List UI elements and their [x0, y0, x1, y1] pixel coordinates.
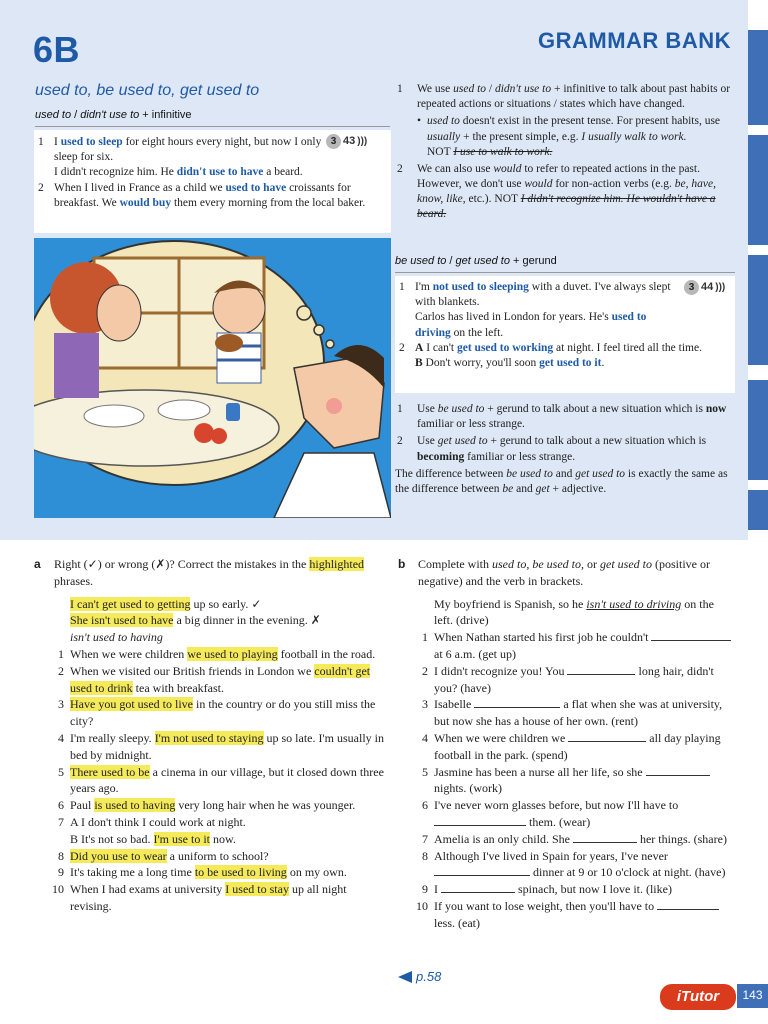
example-item: 2 A I can't get used to working at night. I feel tired all the time. B Don't worry, you'll soon get used to it.	[399, 341, 702, 369]
exercise-item: 9 It's taking me a long time to be used to living on my own.	[58, 865, 347, 880]
sound-waves-icon: )))	[357, 135, 368, 147]
answer-blank[interactable]	[434, 865, 530, 876]
cartoon-illustration	[34, 238, 391, 518]
highlighted-phrase[interactable]: Have you got used to live	[70, 697, 193, 712]
exercise-item: 8 Did you use to wear a uniform to school?	[58, 848, 269, 863]
edge-tab	[748, 380, 768, 480]
exercise-item: 5 Jasmine has been a nurse all her life, so she nights. (work)	[398, 764, 735, 798]
answer-blank[interactable]	[434, 815, 526, 826]
exercise-b-items	[398, 629, 735, 931]
rule-item: 1 Use be used to + gerund to talk about a new situation which is now familiar or less strange.	[397, 403, 727, 431]
back-arrow-icon	[398, 971, 412, 983]
exercise-item: 10 If you want to lose weight, then you'll have to less. (eat)	[398, 898, 735, 932]
example-item: 1 I used to sleep for eight hours every night, but now I only sleep for six. I didn't recognize him. He didn't use to have a beard.	[38, 136, 322, 179]
answer-blank[interactable]	[651, 630, 731, 641]
highlighted-phrase[interactable]: I used to stay	[225, 882, 289, 897]
exercise-instructions: a Right (✓) or wrong (✗)? Correct the mistakes in the highlighted phrases.	[34, 557, 365, 588]
section-title: used to, be used to, get used to	[35, 82, 260, 99]
exercise-item: 2 When we visited our British friends in London we couldn't get used to drink tea with breakfast.	[58, 663, 371, 695]
example-sentence: She isn't used to have a big dinner in the evening. ✗ isn't used to having	[70, 613, 321, 645]
edge-tab	[748, 30, 768, 125]
exercise-b	[398, 556, 735, 932]
exercise-item: 7 Amelia is an only child. She her things. (share)	[422, 831, 727, 846]
answer-blank[interactable]	[646, 765, 710, 776]
edge-tab	[748, 490, 768, 530]
answer-blank[interactable]	[573, 832, 637, 843]
audio-track-43[interactable]: 3 43 )))	[326, 134, 367, 149]
audio-disc-icon: 3	[326, 134, 341, 149]
rule-summary: The difference between be used to and get used to is exactly the same as the difference between be and get + adjective.	[395, 467, 728, 495]
rule-bullet: • used to doesn't exist in the present tense. For present habits, use usually + the present simple, e.g. I usually walk to work. NOT I use to walk to work.	[395, 114, 735, 160]
subheading-be-used-to: be used to / get used to + gerund	[395, 254, 735, 273]
page-reference-link[interactable]: p.58	[398, 968, 441, 985]
exercise-item: 2 I didn't recognize you! You long hair, didn't you? (have)	[422, 663, 714, 695]
audio-track-44[interactable]: 3 44 )))	[684, 280, 725, 295]
answer-blank[interactable]	[567, 664, 635, 675]
exercise-item: 4 I'm really sleepy. I'm not used to staying up so late. I'm usually in bed by midnight.	[58, 730, 384, 762]
highlighted-phrase[interactable]: is used to having	[94, 798, 176, 813]
exercise-item: 1 When Nathan started his first job he couldn't at 6 a.m. (get up)	[398, 629, 735, 663]
exercise-item: 4 When we were children we all day playing football in the park. (spend)	[422, 730, 721, 762]
exercise-item: 10 When I had exams at university I used to stay up all night revising.	[52, 882, 347, 913]
exercise-a	[34, 556, 386, 915]
edge-tab	[748, 255, 768, 365]
lesson-code: 6B	[33, 29, 81, 70]
itutor-logo[interactable]: iTutor	[660, 984, 736, 1010]
rules-used-to	[395, 82, 735, 225]
example-item: 1 I'm not used to sleeping with a duvet. I've always slept with blankets. Carlos has lived in London for years. He's used to driving on the left.	[399, 281, 671, 339]
highlighted-phrase[interactable]: Did you use to wear	[70, 848, 167, 863]
exercise-item: 6 Paul is used to having very long hair when he was younger.	[58, 798, 356, 813]
highlighted-phrase[interactable]: to be used to living	[194, 865, 287, 880]
rule-item: 1 We use used to / didn't use to + infinitive to talk about past habits or repeated actions or situations / states which have changed.	[397, 83, 731, 111]
exercise-item: 7 A I don't think I could work at night.	[58, 814, 246, 829]
exercise-item: 8 Although I've lived in Spain for years, I've never dinner at 9 or 10 o'clock at night. (have)	[422, 848, 726, 880]
answer-blank[interactable]	[568, 731, 646, 742]
exercise-item: 3 Isabelle a flat when she was at university, but now she has a house of her own. (rent)	[422, 697, 723, 729]
highlighted-phrase[interactable]: I'm not used to staying	[154, 730, 264, 745]
answer-blank[interactable]	[441, 882, 515, 893]
exercise-item: 6 I've never worn glasses before, but now I'll have to them. (wear)	[422, 798, 679, 829]
exercise-a-items	[34, 646, 386, 915]
exercise-item: B It's not so bad. I'm use to it now.	[70, 831, 236, 846]
audio-disc-icon: 3	[684, 280, 699, 295]
rule-item: 2 We can also use would to refer to repeated actions in the past. However, we don't use would for non-action verbs (e.g. be, have, know, like, etc.). NOT I didn't recognize him. He wouldn't have a beard.	[397, 162, 716, 221]
exercise-item: 1 When we were children we used to playing football in the road.	[58, 646, 376, 661]
exercise-instructions: b Complete with used to, be used to, or get used to (positive or negative) and the verb in brackets.	[398, 557, 710, 588]
highlighted-phrase[interactable]: we used to playing	[187, 646, 278, 661]
grammar-bank-heading: GRAMMAR BANK	[538, 28, 731, 53]
exercise-item: 3 Have you got used to live in the country or do you still miss the city?	[58, 697, 376, 729]
answer-blank[interactable]	[657, 899, 719, 910]
exercise-item: 9 I spinach, but now I love it. (like)	[422, 882, 672, 897]
highlighted-phrase[interactable]: There used to be	[70, 764, 150, 779]
edge-tabs	[748, 0, 768, 1024]
highlighted-phrase[interactable]: I'm use to it	[153, 831, 210, 846]
rules-be-used-to	[395, 402, 735, 499]
divider	[0, 540, 748, 544]
subheading-used-to: used to / didn't use to + infinitive	[35, 108, 390, 127]
example-item: 2 When I lived in France as a child we used to have croissants for breakfast. We would buy them every morning from the local baker.	[38, 181, 366, 209]
rule-item: 2 Use get used to + gerund to talk about a new situation which is becoming familiar or less strange.	[397, 435, 707, 463]
example-sentence: I can't get used to getting up so early. ✓	[70, 596, 262, 611]
answer-blank[interactable]	[474, 697, 560, 708]
sound-waves-icon: )))	[715, 281, 726, 293]
edge-tab	[748, 135, 768, 245]
example-sentence: My boyfriend is Spanish, so he isn't used to driving on the left. (drive)	[434, 596, 714, 628]
exercise-item: 5 There used to be a cinema in our village, but it closed down three years ago.	[58, 764, 384, 796]
page-number: 143	[737, 984, 768, 1008]
highlighted-phrase[interactable]: couldn't get used to drink	[70, 663, 371, 695]
